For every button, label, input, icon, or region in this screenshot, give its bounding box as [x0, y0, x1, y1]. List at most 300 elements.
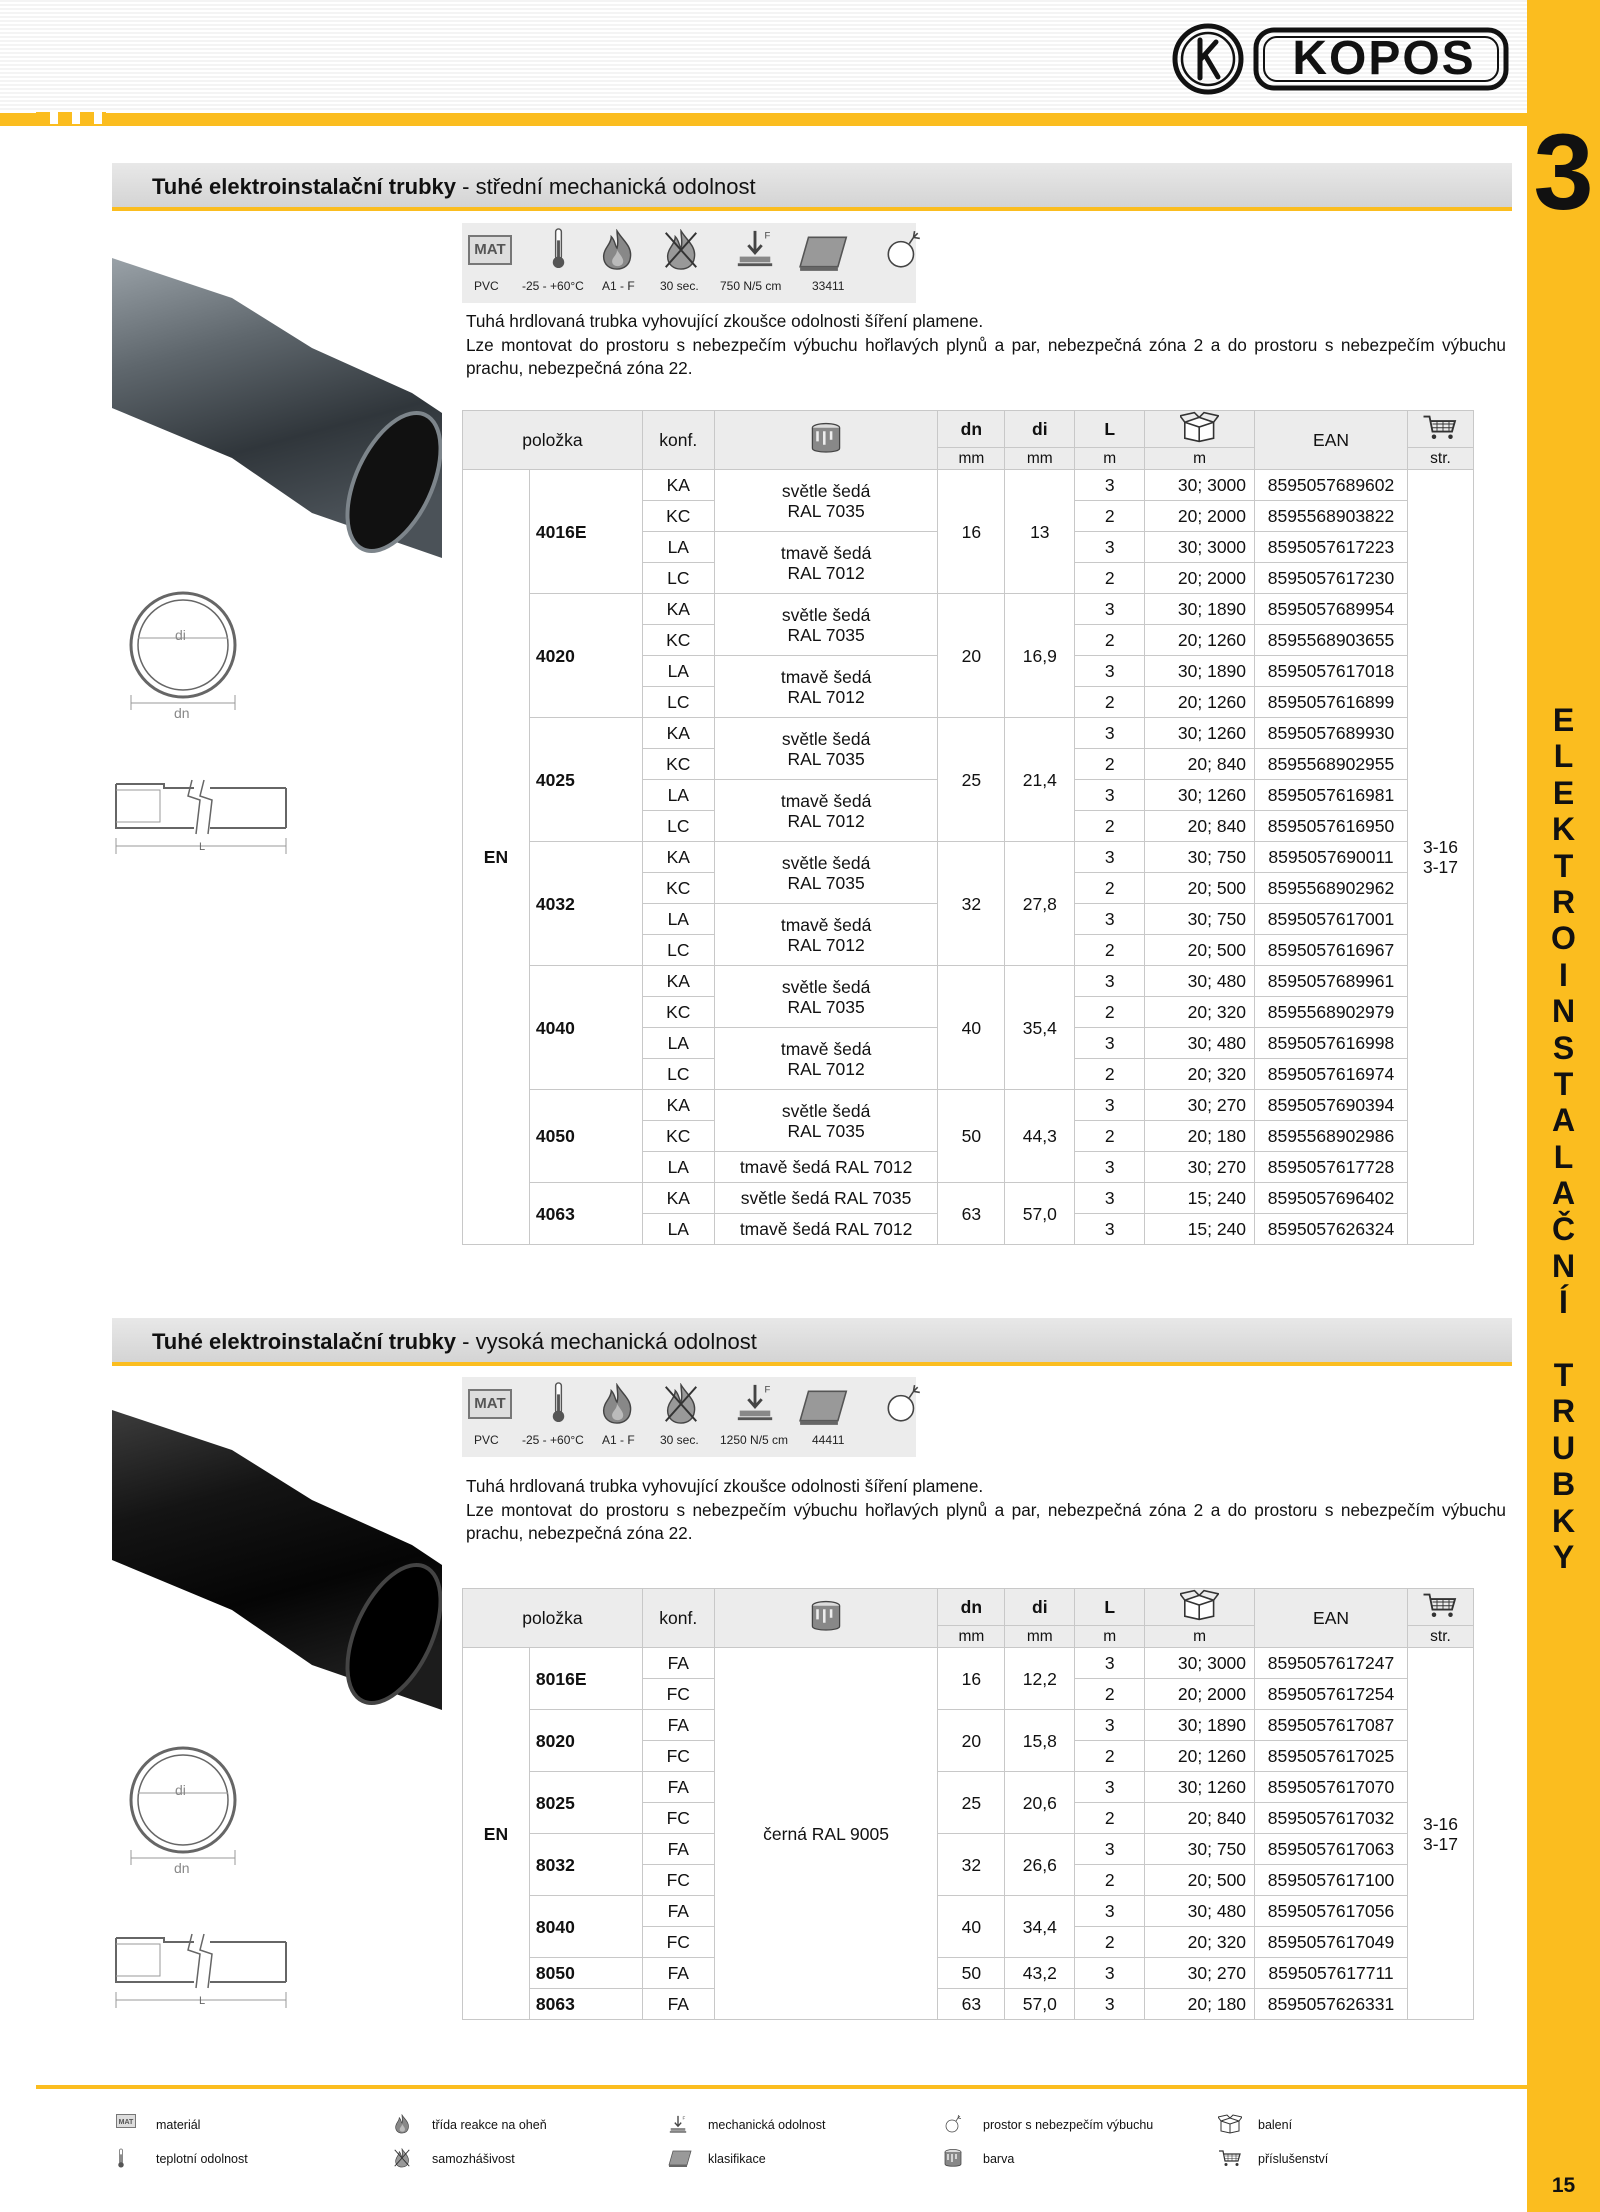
- ean-cell: 8595057616998: [1255, 1028, 1408, 1059]
- icon-value-label: PVC: [474, 279, 499, 293]
- length-cell: 3: [1075, 1772, 1145, 1803]
- unit-str: str.: [1407, 1626, 1473, 1648]
- ean-cell: 8595057616950: [1255, 811, 1408, 842]
- ean-cell: 8595057617247: [1255, 1648, 1408, 1679]
- length-cell: 2: [1075, 997, 1145, 1028]
- item-code: 4016E: [529, 470, 642, 594]
- packaging-cell: 20; 2000: [1145, 501, 1255, 532]
- di-cell: 27,8: [1005, 842, 1075, 966]
- length-cell: 3: [1075, 1834, 1145, 1865]
- sidebar-letter: N: [1551, 993, 1576, 1030]
- packaging-cell: 20; 1260: [1145, 625, 1255, 656]
- legend-label: mechanická odolnost: [708, 2118, 826, 2132]
- sidebar-letter: L: [1553, 1138, 1574, 1175]
- classification-icon: [668, 2148, 692, 2173]
- mechanical-resistance-icon: [734, 227, 776, 274]
- konf-cell: KA: [642, 718, 714, 749]
- length-cell: 2: [1075, 1741, 1145, 1772]
- packaging-cell: 30; 480: [1145, 1028, 1255, 1059]
- konf-cell: LC: [642, 687, 714, 718]
- color-cell: černá RAL 9005: [714, 1648, 938, 2020]
- packaging-cell: 20; 840: [1145, 749, 1255, 780]
- konf-cell: KC: [642, 1121, 714, 1152]
- icon-value-label: A1 - F: [602, 1433, 635, 1447]
- length-cell: 2: [1075, 1121, 1145, 1152]
- color-cell: tmavě šedá RAL 7012: [714, 904, 938, 966]
- length-cell: 2: [1075, 873, 1145, 904]
- ean-cell: 8595057690011: [1255, 842, 1408, 873]
- item-code: 8040: [529, 1896, 642, 1958]
- footer-accent-line: [36, 2085, 1527, 2089]
- self-extinguish-icon: [660, 1383, 702, 1430]
- sidebar-letter: Y: [1552, 1538, 1575, 1575]
- di-cell: 57,0: [1005, 1183, 1075, 1245]
- packaging-column-header: [1145, 411, 1255, 448]
- product-table-high: [462, 1588, 1474, 2020]
- page-ref-cell: 3-16 3-17: [1407, 1648, 1473, 2020]
- flame-icon: [596, 1383, 638, 1430]
- konf-cell: LC: [642, 935, 714, 966]
- icon-value-label: A1 - F: [602, 279, 635, 293]
- sidebar-letter: K: [1551, 1502, 1576, 1539]
- flame-icon: [596, 229, 638, 276]
- konf-cell: FA: [642, 1896, 714, 1927]
- sidebar-letter: E: [1552, 702, 1575, 738]
- black-pipe-photo: [112, 1410, 442, 1710]
- diagram-label-length: L: [199, 1995, 206, 2007]
- item-code: 8063: [529, 1989, 642, 2020]
- svg-text:F: F: [682, 2115, 686, 2121]
- color-cell: světle šedá RAL 7035: [714, 594, 938, 656]
- explosion-icon: [882, 229, 924, 276]
- packaging-cell: 15; 240: [1145, 1183, 1255, 1214]
- diagram-label-length: L: [199, 841, 206, 853]
- konf-cell: KC: [642, 873, 714, 904]
- brand-name: KOPOS: [1292, 32, 1476, 85]
- length-cell: 3: [1075, 1028, 1145, 1059]
- table-row: [463, 842, 1474, 873]
- length-cell: 3: [1075, 594, 1145, 625]
- konf-cell: KC: [642, 997, 714, 1028]
- page-number: 15: [1551, 2174, 1576, 2197]
- column-header-ean: EAN: [1255, 411, 1408, 470]
- unit-di: mm: [1005, 1626, 1075, 1648]
- di-cell: 15,8: [1005, 1710, 1075, 1772]
- ean-cell: 8595057696402: [1255, 1183, 1408, 1214]
- icon-value-label: -25 - +60°C: [522, 1433, 584, 1447]
- mat-icon: MAT: [468, 235, 512, 265]
- packaging-cell: 30; 750: [1145, 904, 1255, 935]
- packaging-cell: 15; 240: [1145, 1214, 1255, 1245]
- cross-section-diagram: [120, 585, 240, 725]
- ean-cell: 8595057616967: [1255, 935, 1408, 966]
- ean-cell: 8595057617063: [1255, 1834, 1408, 1865]
- legend-label: samozhášivost: [432, 2152, 515, 2166]
- svg-text:F: F: [764, 1384, 771, 1396]
- length-cell: 3: [1075, 1896, 1145, 1927]
- table-row: [463, 1958, 1474, 1989]
- icon-value-label: 33411: [812, 279, 845, 293]
- sidebar-letter: I: [1559, 956, 1568, 993]
- konf-cell: LA: [642, 532, 714, 563]
- top-accent-dashes: [36, 112, 106, 124]
- packaging-cell: 20; 500: [1145, 935, 1255, 966]
- length-cell: 2: [1075, 811, 1145, 842]
- icon-value-label: 30 sec.: [660, 279, 699, 293]
- ean-cell: 8595057617049: [1255, 1927, 1408, 1958]
- color-cell: tmavě šedá RAL 7012: [714, 780, 938, 842]
- description-line: Lze montovat do prostoru s nebezpečím výbuchu hořlavých plynů a par, nebezpečná zóna 2 a do prostoru s nebezpečím výbuchu prachu, nebezpečná zóna 22.: [466, 1499, 1506, 1543]
- konf-cell: KA: [642, 594, 714, 625]
- konf-cell: LC: [642, 1059, 714, 1090]
- color-cell: světle šedá RAL 7035: [714, 470, 938, 532]
- packaging-cell: 30; 270: [1145, 1152, 1255, 1183]
- description-line: Tuhá hrdlovaná trubka vyhovující zkoušce odolnosti šíření plamene.: [466, 1476, 984, 1496]
- product-description: [466, 310, 1506, 381]
- svg-text:MAT: MAT: [118, 2119, 134, 2126]
- di-cell: 26,6: [1005, 1834, 1075, 1896]
- sidebar-letter: T: [1553, 1357, 1574, 1394]
- dn-cell: 40: [938, 966, 1005, 1090]
- ean-cell: 8595057617070: [1255, 1772, 1408, 1803]
- unit-pack: m: [1145, 448, 1255, 470]
- standard-cell: EN: [463, 1648, 530, 2020]
- ean-cell: 8595057689961: [1255, 966, 1408, 997]
- mechanical-resistance-icon: [668, 2114, 688, 2139]
- konf-cell: FC: [642, 1927, 714, 1958]
- length-cell: 3: [1075, 1183, 1145, 1214]
- length-cell: 3: [1075, 470, 1145, 501]
- sidebar-letter: A: [1551, 1175, 1576, 1212]
- ean-cell: 8595057617056: [1255, 1896, 1408, 1927]
- column-header-item: položka: [463, 1589, 643, 1648]
- table-row: [463, 718, 1474, 749]
- dn-cell: 20: [938, 594, 1005, 718]
- grey-pipe-photo: [112, 258, 442, 558]
- length-cell: 3: [1075, 1989, 1145, 2020]
- table-row: [463, 1896, 1474, 1927]
- length-cell: 2: [1075, 1927, 1145, 1958]
- length-cell: 3: [1075, 1648, 1145, 1679]
- di-cell: 43,2: [1005, 1958, 1075, 1989]
- legend-label: prostor s nebezpečím výbuchu: [983, 2118, 1154, 2132]
- paint-icon: [809, 439, 843, 459]
- ean-cell: 8595057617100: [1255, 1865, 1408, 1896]
- length-cell: 3: [1075, 532, 1145, 563]
- packaging-cell: 30; 480: [1145, 1896, 1255, 1927]
- packaging-cell: 20; 500: [1145, 873, 1255, 904]
- dn-cell: 25: [938, 718, 1005, 842]
- konf-cell: FA: [642, 1648, 714, 1679]
- konf-cell: KC: [642, 501, 714, 532]
- ean-cell: 8595057617018: [1255, 656, 1408, 687]
- sidebar-letter: R: [1551, 1393, 1576, 1430]
- product-table-medium: [462, 410, 1474, 1245]
- sidebar-letter: L: [1553, 738, 1574, 775]
- ean-cell: 8595057617087: [1255, 1710, 1408, 1741]
- length-cell: 2: [1075, 687, 1145, 718]
- thermometer-icon: [116, 2148, 126, 2173]
- description-line: Lze montovat do prostoru s nebezpečím výbuchu hořlavých plynů a par, nebezpečná zóna 2 a do prostoru s nebezpečím výbuchu prachu, nebezpečná zóna 22.: [466, 334, 1506, 378]
- konf-cell: FC: [642, 1679, 714, 1710]
- di-cell: 34,4: [1005, 1896, 1075, 1958]
- item-code: 8050: [529, 1958, 642, 1989]
- konf-cell: KA: [642, 842, 714, 873]
- mechanical-resistance-icon: [734, 1381, 776, 1428]
- konf-cell: LA: [642, 1214, 714, 1245]
- packaging-cell: 30; 750: [1145, 842, 1255, 873]
- icon-value-label: -25 - +60°C: [522, 279, 584, 293]
- packaging-cell: 20; 500: [1145, 1865, 1255, 1896]
- color-cell: tmavě šedá RAL 7012: [714, 1152, 938, 1183]
- column-header-konf: konf.: [642, 411, 714, 470]
- konf-cell: FC: [642, 1803, 714, 1834]
- ean-cell: 8595057617230: [1255, 563, 1408, 594]
- konf-cell: KC: [642, 749, 714, 780]
- accessories-column-header: [1407, 1589, 1473, 1626]
- ean-cell: 8595057617254: [1255, 1679, 1408, 1710]
- paint-icon: [809, 1617, 843, 1637]
- konf-cell: LA: [642, 1028, 714, 1059]
- dn-cell: 16: [938, 470, 1005, 594]
- column-header-di: di: [1005, 1589, 1075, 1626]
- length-cell: 3: [1075, 780, 1145, 811]
- item-code: 8025: [529, 1772, 642, 1834]
- packaging-cell: 30; 750: [1145, 1834, 1255, 1865]
- color-cell: světle šedá RAL 7035: [714, 842, 938, 904]
- mat-icon: MAT: [468, 1389, 512, 1419]
- ean-cell: 8595568903822: [1255, 501, 1408, 532]
- konf-cell: FA: [642, 1989, 714, 2020]
- diagram-label-dn: dn: [174, 705, 190, 721]
- legend-label: třída reakce na oheň: [432, 2118, 547, 2132]
- color-cell: světle šedá RAL 7035: [714, 718, 938, 780]
- packaging-column-header: [1145, 1589, 1255, 1626]
- sidebar-letter: O: [1551, 920, 1576, 957]
- diagram-label-dn: dn: [174, 1860, 190, 1876]
- sidebar-letter: Í: [1559, 1284, 1568, 1321]
- konf-cell: KA: [642, 1183, 714, 1214]
- ean-cell: 8595568903655: [1255, 625, 1408, 656]
- ean-cell: 8595057689954: [1255, 594, 1408, 625]
- dn-cell: 32: [938, 842, 1005, 966]
- cart-icon: [1218, 2148, 1242, 2173]
- length-cell: 3: [1075, 966, 1145, 997]
- item-code: 4032: [529, 842, 642, 966]
- packaging-cell: 20; 320: [1145, 1927, 1255, 1958]
- icon-value-label: 1250 N/5 cm: [720, 1433, 789, 1447]
- ean-cell: 8595057617223: [1255, 532, 1408, 563]
- ean-cell: 8595057617711: [1255, 1958, 1408, 1989]
- konf-cell: KA: [642, 470, 714, 501]
- table-row: [463, 966, 1474, 997]
- konf-cell: LA: [642, 780, 714, 811]
- sidebar-letter: K: [1551, 811, 1576, 848]
- ean-cell: 8595057626324: [1255, 1214, 1408, 1245]
- table-row: [463, 1090, 1474, 1121]
- konf-cell: FA: [642, 1958, 714, 1989]
- packaging-cell: 30; 1260: [1145, 1772, 1255, 1803]
- self-extinguish-icon: [660, 229, 702, 276]
- diagram-label-di: di: [175, 627, 186, 643]
- box-icon: [1180, 1605, 1218, 1625]
- color-cell: světle šedá RAL 7035: [714, 966, 938, 1028]
- ean-cell: 8595568902986: [1255, 1121, 1408, 1152]
- packaging-cell: 30; 1890: [1145, 656, 1255, 687]
- length-cell: 3: [1075, 1958, 1145, 1989]
- length-cell: 2: [1075, 749, 1145, 780]
- length-cell: 2: [1075, 625, 1145, 656]
- di-cell: 21,4: [1005, 718, 1075, 842]
- section-title-bold: Tuhé elektroinstalační trubky: [152, 174, 457, 199]
- ean-cell: 8595057616899: [1255, 687, 1408, 718]
- ean-cell: 8595568902979: [1255, 997, 1408, 1028]
- color-column-header: [714, 1589, 938, 1648]
- section-header-medium: [112, 163, 1512, 211]
- length-cell: 3: [1075, 656, 1145, 687]
- column-header-konf: konf.: [642, 1589, 714, 1648]
- color-cell: tmavě šedá RAL 7012: [714, 656, 938, 718]
- paint-icon: [943, 2148, 963, 2173]
- length-cell: 3: [1075, 1152, 1145, 1183]
- sidebar-letter: T: [1553, 1065, 1574, 1102]
- length-cell: 3: [1075, 718, 1145, 749]
- legend-label: balení: [1258, 2118, 1293, 2132]
- konf-cell: FA: [642, 1710, 714, 1741]
- column-header-item: položka: [463, 411, 643, 470]
- unit-L: m: [1075, 448, 1145, 470]
- packaging-cell: 20; 840: [1145, 811, 1255, 842]
- item-code: 4025: [529, 718, 642, 842]
- konf-cell: LA: [642, 656, 714, 687]
- box-icon: [1180, 427, 1218, 447]
- thermometer-icon: [548, 1381, 569, 1428]
- konf-cell: LC: [642, 811, 714, 842]
- konf-cell: FA: [642, 1772, 714, 1803]
- packaging-cell: 20; 2000: [1145, 563, 1255, 594]
- packaging-cell: 30; 3000: [1145, 470, 1255, 501]
- classification-icon: [798, 1385, 848, 1432]
- di-cell: 13: [1005, 470, 1075, 594]
- konf-cell: KC: [642, 625, 714, 656]
- konf-cell: FC: [642, 1741, 714, 1772]
- color-cell: tmavě šedá RAL 7012: [714, 1028, 938, 1090]
- explosion-icon: [943, 2114, 963, 2139]
- table-row: [463, 1834, 1474, 1865]
- unit-dn: mm: [938, 448, 1005, 470]
- color-cell: světle šedá RAL 7035: [714, 1183, 938, 1214]
- icon-value-label: 750 N/5 cm: [720, 279, 782, 293]
- item-code: 8016E: [529, 1648, 642, 1710]
- section-title-bold: Tuhé elektroinstalační trubky: [152, 1329, 457, 1354]
- column-header-di: di: [1005, 411, 1075, 448]
- cart-icon: [1422, 426, 1458, 446]
- length-cell: 2: [1075, 1059, 1145, 1090]
- length-cell: 2: [1075, 1803, 1145, 1834]
- page-ref-cell: 3-16 3-17: [1407, 470, 1473, 1245]
- icon-value-label: PVC: [474, 1433, 499, 1447]
- section-title-rest: - střední mechanická odolnost: [456, 174, 756, 199]
- legend-label: teplotní odolnost: [156, 2152, 248, 2166]
- packaging-cell: 30; 1260: [1145, 718, 1255, 749]
- sidebar-letter: Č: [1551, 1211, 1576, 1248]
- konf-cell: KA: [642, 966, 714, 997]
- packaging-cell: 20; 180: [1145, 1121, 1255, 1152]
- konf-cell: FA: [642, 1834, 714, 1865]
- sidebar-title: [1527, 702, 1600, 1575]
- packaging-cell: 20; 180: [1145, 1989, 1255, 2020]
- unit-L: m: [1075, 1626, 1145, 1648]
- dn-cell: 40: [938, 1896, 1005, 1958]
- ean-cell: 8595057617032: [1255, 1803, 1408, 1834]
- packaging-cell: 30; 270: [1145, 1958, 1255, 1989]
- color-cell: tmavě šedá RAL 7012: [714, 532, 938, 594]
- length-cell: 3: [1075, 1214, 1145, 1245]
- length-cell: 3: [1075, 1710, 1145, 1741]
- length-cell: 2: [1075, 501, 1145, 532]
- explosion-icon: [882, 1383, 924, 1430]
- konf-cell: FC: [642, 1865, 714, 1896]
- konf-cell: KA: [642, 1090, 714, 1121]
- packaging-cell: 20; 1260: [1145, 1741, 1255, 1772]
- product-description: [466, 1475, 1506, 1546]
- dn-cell: 16: [938, 1648, 1005, 1710]
- di-cell: 20,6: [1005, 1772, 1075, 1834]
- di-cell: 44,3: [1005, 1090, 1075, 1183]
- unit-pack: m: [1145, 1626, 1255, 1648]
- mat-icon: [116, 2114, 136, 2133]
- konf-cell: LC: [642, 563, 714, 594]
- ean-cell: 8595568902955: [1255, 749, 1408, 780]
- unit-str: str.: [1407, 448, 1473, 470]
- sidebar-letter: [1527, 1321, 1600, 1357]
- packaging-cell: 30; 3000: [1145, 532, 1255, 563]
- properties-icon-bar: [462, 1377, 916, 1457]
- top-accent-line: [0, 113, 1527, 126]
- length-cell: 2: [1075, 1865, 1145, 1896]
- legend-label: klasifikace: [708, 2152, 766, 2166]
- di-cell: 12,2: [1005, 1648, 1075, 1710]
- unit-di: mm: [1005, 448, 1075, 470]
- item-code: 8032: [529, 1834, 642, 1896]
- length-cell: 2: [1075, 1679, 1145, 1710]
- length-cell: 3: [1075, 842, 1145, 873]
- color-column-header: [714, 411, 938, 470]
- item-code: 4050: [529, 1090, 642, 1183]
- accessories-column-header: [1407, 411, 1473, 448]
- length-cell: 3: [1075, 1090, 1145, 1121]
- sidebar-letter: R: [1551, 883, 1576, 920]
- column-header-ean: EAN: [1255, 1589, 1408, 1648]
- section-header-high: [112, 1318, 1512, 1366]
- icon-value-label: 30 sec.: [660, 1433, 699, 1447]
- ean-cell: 8595057626331: [1255, 1989, 1408, 2020]
- color-cell: tmavě šedá RAL 7012: [714, 1214, 938, 1245]
- ean-cell: 8595057617025: [1255, 1741, 1408, 1772]
- konf-cell: LA: [642, 1152, 714, 1183]
- description-line: Tuhá hrdlovaná trubka vyhovující zkoušce odolnosti šíření plamene.: [466, 311, 984, 331]
- dn-cell: 50: [938, 1090, 1005, 1183]
- konf-cell: LA: [642, 904, 714, 935]
- di-cell: 35,4: [1005, 966, 1075, 1090]
- length-cell: 2: [1075, 935, 1145, 966]
- packaging-cell: 30; 270: [1145, 1090, 1255, 1121]
- ean-cell: 8595568902962: [1255, 873, 1408, 904]
- sidebar-letter: A: [1551, 1102, 1576, 1139]
- ean-cell: 8595057689930: [1255, 718, 1408, 749]
- packaging-cell: 30; 1260: [1145, 780, 1255, 811]
- column-header-length: L: [1075, 411, 1145, 448]
